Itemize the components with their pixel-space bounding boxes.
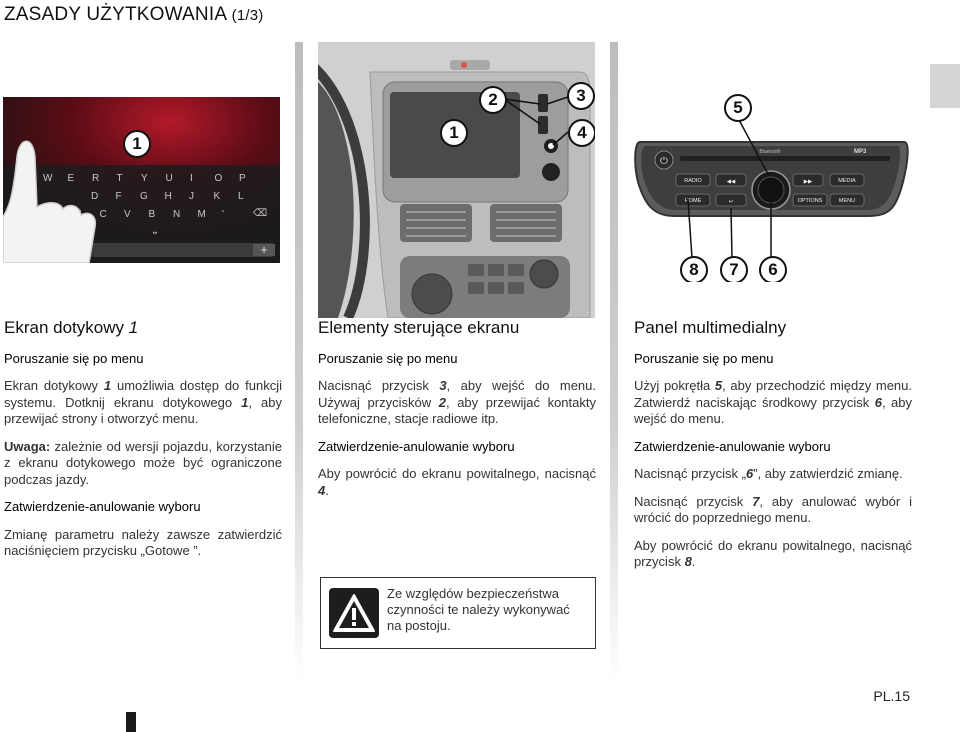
svg-text:⌫: ⌫ bbox=[253, 208, 268, 219]
keyboard-key: H bbox=[164, 191, 172, 202]
options-label: OPTIONS bbox=[797, 198, 823, 204]
svg-text:◀◀: ◀◀ bbox=[726, 179, 736, 185]
svg-text:⎵: ⎵ bbox=[153, 223, 157, 234]
menu-label: MENU bbox=[838, 198, 856, 204]
callout-2: 2 bbox=[479, 86, 507, 114]
safety-warning-box bbox=[320, 577, 596, 649]
keyboard-key: I bbox=[190, 173, 193, 184]
note-paragraph: Uwaga: zależnie od wersji pojazdu, korzystanie z ekranu dotykowego może być ograniczone podczas jazdy. bbox=[4, 438, 282, 487]
keyboard-key: C bbox=[99, 209, 107, 220]
paragraph: Nacisnąć przycisk 7, aby anulować wybór i wrócić do poprzedniego menu. bbox=[634, 493, 913, 525]
keyboard-key: E bbox=[67, 173, 75, 184]
keyboard-key: K bbox=[213, 191, 221, 202]
column-screen-controls bbox=[318, 320, 596, 510]
callout-5: 5 bbox=[724, 94, 752, 122]
keyboard-key: Y bbox=[141, 173, 148, 184]
keyboard-key: V bbox=[124, 209, 131, 220]
section-heading: Elementy sterujące ekranu bbox=[318, 318, 520, 337]
keyboard-key: ' bbox=[222, 209, 224, 220]
section-tab-marker bbox=[930, 64, 960, 108]
keyboard-key: F bbox=[115, 191, 122, 202]
warning-triangle-icon bbox=[329, 588, 379, 638]
section-heading: Panel multimedialny bbox=[634, 318, 787, 337]
bluetooth-label: Bluetooth bbox=[759, 149, 781, 155]
subheading: Zatwierdzenie-anulowanie wyboru bbox=[318, 438, 515, 454]
media-label: MEDIA bbox=[838, 178, 856, 184]
keyboard-key: P bbox=[239, 173, 246, 184]
callout-6: 6 bbox=[759, 256, 787, 282]
paragraph: Nacisnąć przycisk „6”, aby zatwierdzić zmianę. bbox=[634, 466, 903, 481]
column-touchscreen bbox=[4, 320, 282, 571]
mp3-label: MP3 bbox=[854, 149, 867, 155]
touchscreen-illustration bbox=[3, 97, 280, 263]
column-multimedia-panel bbox=[634, 320, 912, 582]
callout-1: 1 bbox=[440, 119, 468, 147]
svg-text:↩: ↩ bbox=[728, 199, 734, 205]
paragraph: Zmianę parametru należy zawsze zatwierdzić naciśnięciem przycisku „Gotowe ”. bbox=[4, 526, 282, 558]
paragraph: Aby powrócić do ekranu powitalnego, nacisnąć 4. bbox=[318, 466, 596, 498]
svg-text:+: + bbox=[260, 242, 268, 257]
dashboard-figure bbox=[318, 42, 595, 318]
page-number: PL.15 bbox=[873, 688, 910, 704]
subheading: Zatwierdzenie-anulowanie wyboru bbox=[4, 499, 201, 514]
multimedia-panel-illustration bbox=[628, 82, 918, 282]
page-title-text: ZASADY UŻYTKOWANIA bbox=[4, 4, 227, 25]
keyboard-key: M bbox=[197, 209, 206, 220]
keyboard-key: J bbox=[189, 191, 194, 202]
svg-text:⏻: ⏻ bbox=[660, 156, 668, 167]
section-heading: Ekran dotykowy 1 bbox=[4, 318, 139, 337]
svg-text:▶▶: ▶▶ bbox=[803, 179, 813, 185]
page-title-fraction: (1/3) bbox=[231, 7, 264, 24]
keyboard-key: R bbox=[92, 173, 100, 184]
subheading: Poruszanie się po menu bbox=[4, 350, 144, 366]
paragraph: Użyj pokrętła 5, aby przechodzić między menu. Zatwierdź naciskając środkowy przycisk 6, aby wejść do menu. bbox=[634, 378, 912, 426]
touchscreen-figure bbox=[3, 97, 280, 263]
keyboard-key: D bbox=[91, 191, 99, 202]
callout-8: 8 bbox=[680, 256, 708, 282]
callout-3: 3 bbox=[567, 82, 595, 110]
subheading: Poruszanie się po menu bbox=[634, 350, 774, 366]
keyboard-key: U bbox=[165, 173, 173, 184]
keyboard-key: L bbox=[238, 191, 244, 202]
dashboard-illustration bbox=[318, 42, 595, 318]
keyboard-key: T bbox=[116, 173, 123, 184]
callout-7: 7 bbox=[720, 256, 748, 282]
paragraph: Nacisnąć przycisk 3, aby wejść do menu. Używaj przycisków 2, aby przewijać kontakty telefoniczne, stacje radiowe itp. bbox=[318, 378, 596, 426]
crop-mark bbox=[126, 712, 136, 732]
page-title bbox=[4, 4, 263, 26]
paragraph: Aby powrócić do ekranu powitalnego, nacisnąć przycisk 8. bbox=[634, 537, 912, 569]
home-label: HOME bbox=[684, 198, 702, 204]
subheading: Poruszanie się po menu bbox=[318, 350, 458, 366]
callout-1: 1 bbox=[123, 130, 151, 158]
warning-text: Ze względów bezpieczeństwa czynności te należy wykonywać na postoju. bbox=[387, 586, 570, 633]
column-divider bbox=[295, 42, 303, 682]
keyboard-key: O bbox=[214, 173, 223, 184]
paragraph: Ekran dotykowy 1 umożliwia dostęp do funkcji systemu. Dotknij ekranu dotykowego 1, aby przewijać strony i otworzyć menu. bbox=[4, 378, 283, 426]
radio-label: RADIO bbox=[684, 178, 702, 184]
callout-4: 4 bbox=[568, 119, 595, 147]
column-divider bbox=[610, 42, 618, 682]
subheading: Zatwierdzenie-anulowanie wyboru bbox=[634, 438, 831, 454]
keyboard-key: W bbox=[43, 173, 53, 184]
keyboard-key: B bbox=[148, 209, 156, 220]
keyboard-key: N bbox=[173, 209, 181, 220]
multimedia-panel-figure bbox=[628, 82, 918, 282]
keyboard-key: G bbox=[140, 191, 148, 202]
